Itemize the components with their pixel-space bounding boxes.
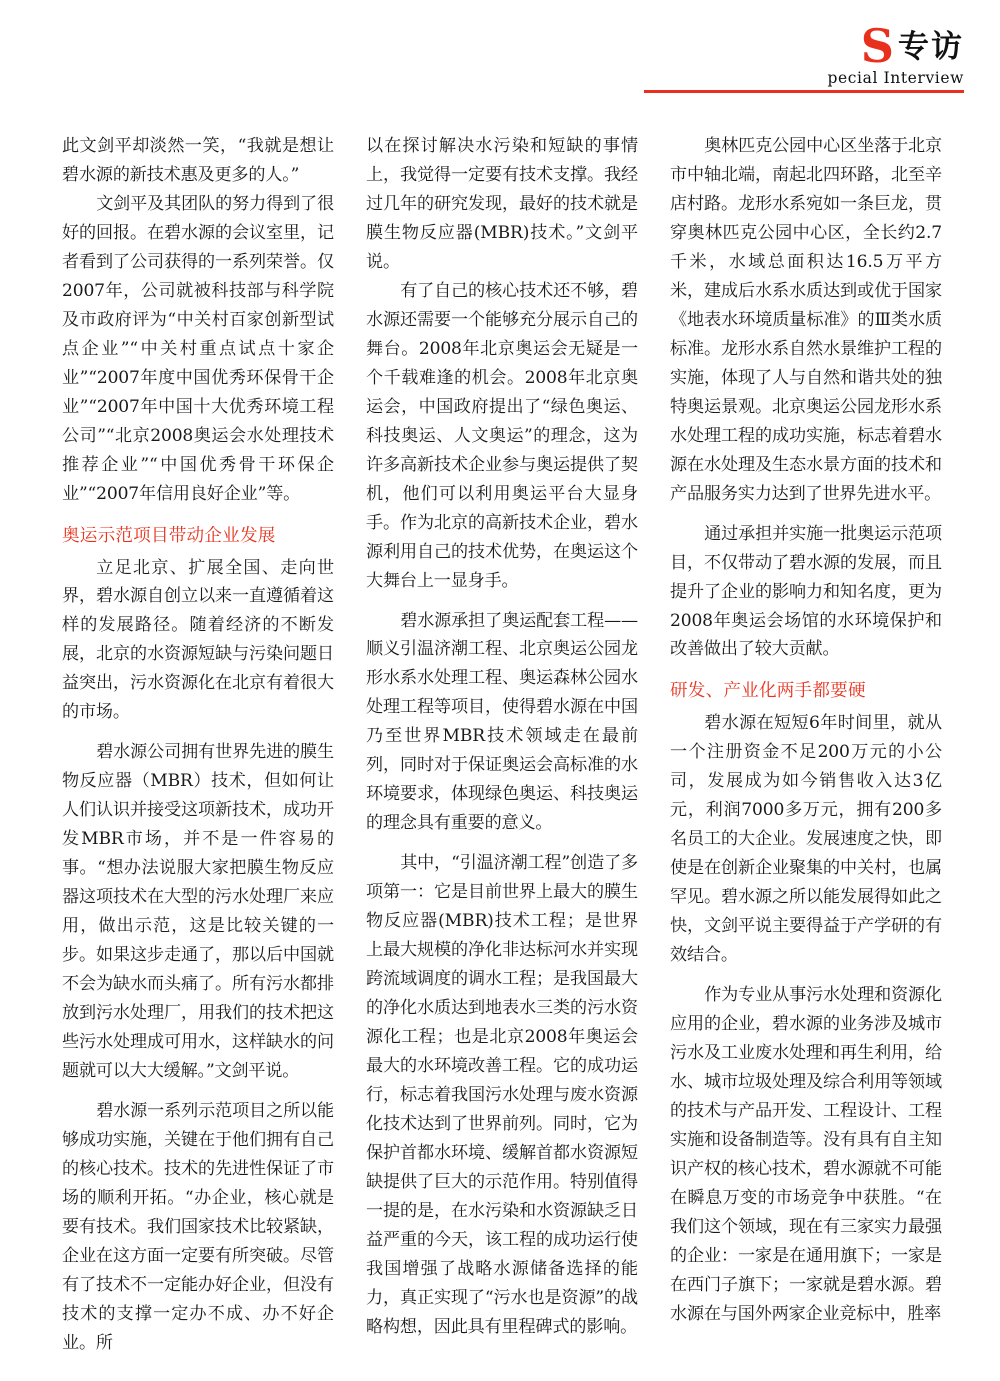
article-columns <box>62 132 942 1358</box>
masthead <box>644 19 964 88</box>
section-subheading: 研发、产业化两手都要硬 <box>670 681 866 702</box>
paragraph: 碧水源承担了奥运配套工程——顺义引温济潮工程、北京奥运公园龙形水系水处理工程、奥运森林公园水处理工程等项目，使得碧水源在中国乃至世界MBR技术领域走在最前列，同时对于保证奥运会高标准的水环境要求，体现绿色奥运、科技奥运的理念具有重要的意义。 <box>366 610 638 834</box>
paragraph: 碧水源公司拥有世界先进的膜生物反应器（MBR）技术，但如何让人们认识并接受这项新技术，成功开发MBR市场，并不是一件容易的事。“想办法说服大家把膜生物反应器这项技术在大型的污水处理厂来应用，做出示范，这是比较关键的一步。如果这步走通了，那以后中国就不会为缺水而头痛了。所有污水都排放到污水处理厂，用我们的技术把这些污水处理成可用水，这样缺水的问题就可以大大缓解。”文剑平说。 <box>62 742 334 1081</box>
paragraph: 其中，“引温济潮工程”创造了多项第一：它是目前世界上最大的膜生物反应器(MBR)技术工程；是世界上最大规模的净化非达标河水并实现跨流域调度的调水工程；是我国最大的净化水质达到地表水三类的污水资源化工程；也是北京2008年奥运会最大的水环境改善工程。它的成功运行，标志着我国污水处理与废水资源化技术达到了世界前列。同时，它为保护首都水环境、缓解首都水资源短缺提供了巨大的示范作用。特别值得一提的是，在水污染和水资源缺乏日益严重的今天，该工程的成功运行使我国增强了战略水源储备选择的能力，真正实现了“污水也是资源”的战略构想，因此具有里程碑式的影响。 <box>366 853 638 1337</box>
paragraph-spacer <box>366 596 638 607</box>
masthead-logo-letter: S <box>860 19 894 73</box>
paragraph: 奥林匹克公园中心区坐落于北京市中轴北端，南起北四环路，北至辛店村路。龙形水系宛如一条巨龙，贯穿奥林匹克公园中心区，全长约2.7千米，水域总面积达16.5万平方米，建成后水系水质达到或优于国家《地表水环境质量标准》的Ⅲ类水质标准。龙形水系自然水景维护工程的实施，体现了人与自然和谐共处的独特奥运景观。北京奥运公园龙形水系水处理工程的成功实施，标志着碧水源在水处理及生态水景方面的技术和产品服务实力达到了世界先进水平。 <box>670 136 942 504</box>
paragraph: 立足北京、扩展全国、走向世界，碧水源自创立以来一直遵循着这样的发展路径。随着经济的不断发展，北京的水资源短缺与污染问题日益突出，污水资源化在北京有着很大的市场。 <box>62 557 334 723</box>
masthead-divider <box>644 90 964 93</box>
paragraph-spacer <box>366 838 638 849</box>
article-column-3 <box>670 132 942 1358</box>
paragraph: 有了自己的核心技术还不够，碧水源还需要一个能够充分展示自己的舞台。2008年北京奥运会无疑是一个千载难逢的机会。2008年北京奥运会，中国政府提出了“绿色奥运、科技奥运、人文奥运”的理念，这为许多高新技术企业参与奥运提供了契机，他们可以利用奥运平台大显身手。作为北京的高新技术企业，碧水源利用自己的技术优势，在奥运这个大舞台上一显身手。 <box>366 280 638 591</box>
paragraph-spacer <box>62 727 334 738</box>
article-column-1 <box>62 132 334 1358</box>
masthead-title-row <box>644 19 964 73</box>
article-column-2 <box>366 132 638 1358</box>
paragraph: 以在探讨解决水污染和短缺的事情上，我觉得一定要有技术支撑。我经过几年的研究发现，最好的技术就是膜生物反应器(MBR)技术。”文剑平说。 <box>366 136 638 272</box>
section-subheading: 奥运示范项目带动企业发展 <box>62 525 276 546</box>
masthead-subtitle: pecial Interview <box>827 69 964 87</box>
masthead-logo-chinese: 专访 <box>898 29 964 65</box>
paragraph-spacer <box>670 970 942 981</box>
paragraph: 作为专业从事污水处理和资源化应用的企业，碧水源的业务涉及城市污水及工业废水处理和再生利用，给水、城市垃圾处理及综合利用等领域的技术与产品开发、工程设计、工程实施和设备制造等。没有具有自主知识产权的核心技术，碧水源就不可能在瞬息万变的市场竞争中获胜。“在我们这个领域，现在有三家实力最强的企业：一家是在通用旗下；一家是在西门子旗下；一家就是碧水源。碧水源在与国外两家企业竞标中，胜率 <box>670 985 942 1324</box>
paragraph: 碧水源一系列示范项目之所以能够成功实施，关键在于他们拥有自己的核心技术。技术的先进性保证了市场的顺利开拓。“办企业，核心就是要有技术。我们国家技术比较紧缺，企业在这方面一定要有所突破。尽管有了技术不一定能办好企业，但没有技术的支撑一定办不成、办不好企业。所 <box>62 1100 334 1353</box>
paragraph: 通过承担并实施一批奥运示范项目，不仅带动了碧水源的发展，而且提升了企业的影响力和知名度，更为2008年奥运会场馆的水环境保护和改善做出了较大贡献。 <box>670 523 942 660</box>
paragraph: 文剑平及其团队的努力得到了很好的回报。在碧水源的会议室里，记者看到了公司获得的一系列荣誉。仅2007年，公司就被科技部与科学院及市政府评为“中关村百家创新型试点企业”“中关村重点试点十家企业”“2007年度中国优秀环保骨干企业”“2007年中国十大优秀环境工程公司”“北京2008奥运会水处理技术推荐企业”“中国优秀骨干环保企业”“2007年信用良好企业”等。 <box>62 193 334 504</box>
paragraph-spacer <box>670 509 942 520</box>
paragraph: 碧水源在短短6年时间里，就从一个注册资金不足200万元的小公司，发展成为如今销售收入达3亿元，利润7000多万元，拥有200多名员工的大企业。发展速度之快，即使是在创新企业聚集的中关村，也属罕见。碧水源之所以能发展得如此之快，文剑平说主要得益于产学研的有效结合。 <box>670 713 942 966</box>
paragraph-spacer <box>62 1086 334 1097</box>
paragraph: 此文剑平却淡然一笑，“我就是想让碧水源的新技术惠及更多的人。” <box>62 136 334 185</box>
